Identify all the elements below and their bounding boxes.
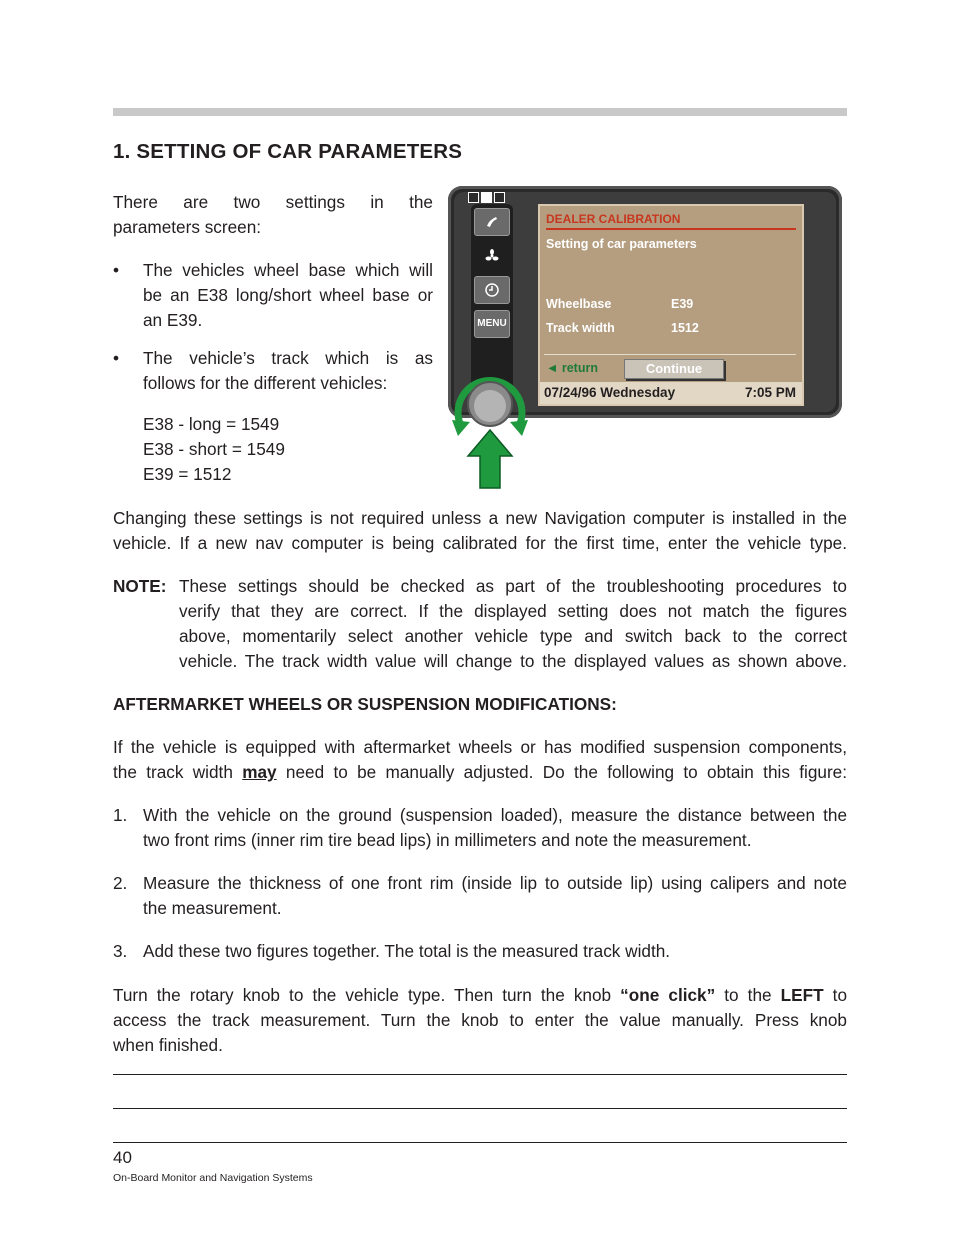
bullet-1-line-3: an E39. (143, 310, 203, 330)
changing-line-2: vehicle. If a new nav computer is being calibrated for the first time, enter the vehicle type. (113, 533, 847, 553)
phone-button[interactable] (474, 208, 510, 236)
step-2-line-1: Measure the thickness of one front rim (inside lip to outside lip) using calipers and note (143, 873, 847, 893)
note-line-2: verify that they are correct. If the displayed setting does not match the figures (179, 601, 847, 621)
phone-icon (484, 214, 500, 230)
page-footer: On-Board Monitor and Navigation Systems (113, 1172, 313, 1184)
top-rule (113, 108, 847, 116)
status-date: 07/24/96 Wednesday (544, 385, 676, 400)
divider-rule (113, 1142, 847, 1143)
bullet-symbol: • (113, 260, 120, 280)
emphasis-one-click: “one click” (620, 985, 716, 1005)
continue-button[interactable]: Continue (624, 359, 724, 379)
screen-subtitle: Setting of car parameters (546, 237, 697, 251)
turn-line-1 (113, 983, 847, 1009)
turn-line-2: access the track measurement. Turn the knob to enter the value manually. Press knob (113, 1010, 847, 1030)
return-option[interactable]: ◄ return (546, 361, 598, 375)
note-line-3: above, momentarily select another vehicle type and switch back to the correct (179, 626, 847, 646)
step-1-line-2: two front rims (inner rim tire bead lips) in millimeters and note the measurement. (143, 830, 752, 850)
screen-divider (544, 354, 796, 355)
knob-diagram (440, 360, 540, 492)
page-number: 40 (113, 1148, 132, 1167)
status-time: 7:05 PM (744, 385, 796, 400)
turn-text-e: to (823, 985, 848, 1005)
rotate-left-arrow-icon (452, 420, 470, 436)
note-label: NOTE: (113, 576, 167, 596)
intro-line-2: parameters screen: (113, 217, 262, 237)
step-number: 3. (113, 941, 128, 961)
screen-header: DEALER CALIBRATION (546, 212, 681, 226)
bullet-1-line-2: be an E38 long/short wheel base or (143, 285, 433, 305)
step-3-line-1: Add these two figures together. The total is the measured track width. (143, 941, 671, 961)
track-value-e38-short: E38 - short = 1549 (143, 439, 285, 459)
note-line-1: These settings should be checked as part of the troubleshooting procedures to (179, 576, 847, 596)
bullet-symbol: • (113, 348, 120, 368)
aftermarket-line-2-end: need to be manually adjusted. Do the following to obtain this figure: (276, 762, 847, 782)
emphasis-left: LEFT (780, 985, 824, 1005)
clock-button[interactable] (474, 276, 510, 304)
track-width-value[interactable]: 1512 (671, 321, 699, 335)
screen-header-rule (546, 228, 796, 230)
step-1-line-1: With the vehicle on the ground (suspension loaded), measure the distance between the (143, 805, 847, 825)
turn-line-3: when finished. (113, 1035, 223, 1055)
aftermarket-line-1: If the vehicle is equipped with aftermarket wheels or has modified suspension components, (113, 737, 847, 757)
track-value-e39: E39 = 1512 (143, 464, 232, 484)
divider-rule (113, 1108, 847, 1109)
turn-text-a: Turn the rotary knob to the vehicle type. Then turn the knob (113, 985, 621, 1005)
menu-button[interactable]: MENU (474, 310, 510, 338)
monitor-screen (538, 204, 804, 406)
aftermarket-line-2-start: the track width (113, 762, 243, 782)
status-bar (540, 382, 802, 404)
bullet-2-line-1: The vehicle’s track which is as (143, 348, 433, 368)
aftermarket-heading: AFTERMARKET WHEELS OR SUSPENSION MODIFICATIONS: (113, 694, 617, 714)
bullet-2-line-2: follows for the different vehicles: (143, 373, 388, 393)
intro-line-1: There are two settings in the (113, 192, 433, 212)
bullet-1-line-1: The vehicles wheel base which will (143, 260, 433, 280)
step-number: 2. (113, 873, 128, 893)
track-value-e38-long: E38 - long = 1549 (143, 414, 280, 434)
emphasis-may: may (242, 762, 277, 782)
screen-pager-icon (468, 190, 508, 202)
push-arrow-icon (468, 430, 512, 488)
fan-icon (484, 248, 500, 264)
track-width-label: Track width (546, 321, 615, 335)
knob-cap (474, 390, 506, 422)
divider-rule (113, 1074, 847, 1075)
changing-line-1: Changing these settings is not required unless a new Navigation computer is installed in the (113, 508, 847, 528)
clock-icon (484, 282, 500, 298)
wheelbase-label: Wheelbase (546, 297, 612, 311)
rotate-right-arrow-icon (510, 420, 528, 436)
turn-text-c: to the (715, 985, 781, 1005)
wheelbase-value[interactable]: E39 (671, 297, 694, 311)
aftermarket-line-2 (113, 760, 847, 786)
note-line-4: vehicle. The track width value will change to the displayed values as shown above. (179, 651, 847, 671)
step-number: 1. (113, 805, 128, 825)
step-2-line-2: the measurement. (143, 898, 282, 918)
section-title: 1. SETTING OF CAR PARAMETERS (113, 140, 463, 163)
fan-button[interactable] (474, 242, 510, 270)
